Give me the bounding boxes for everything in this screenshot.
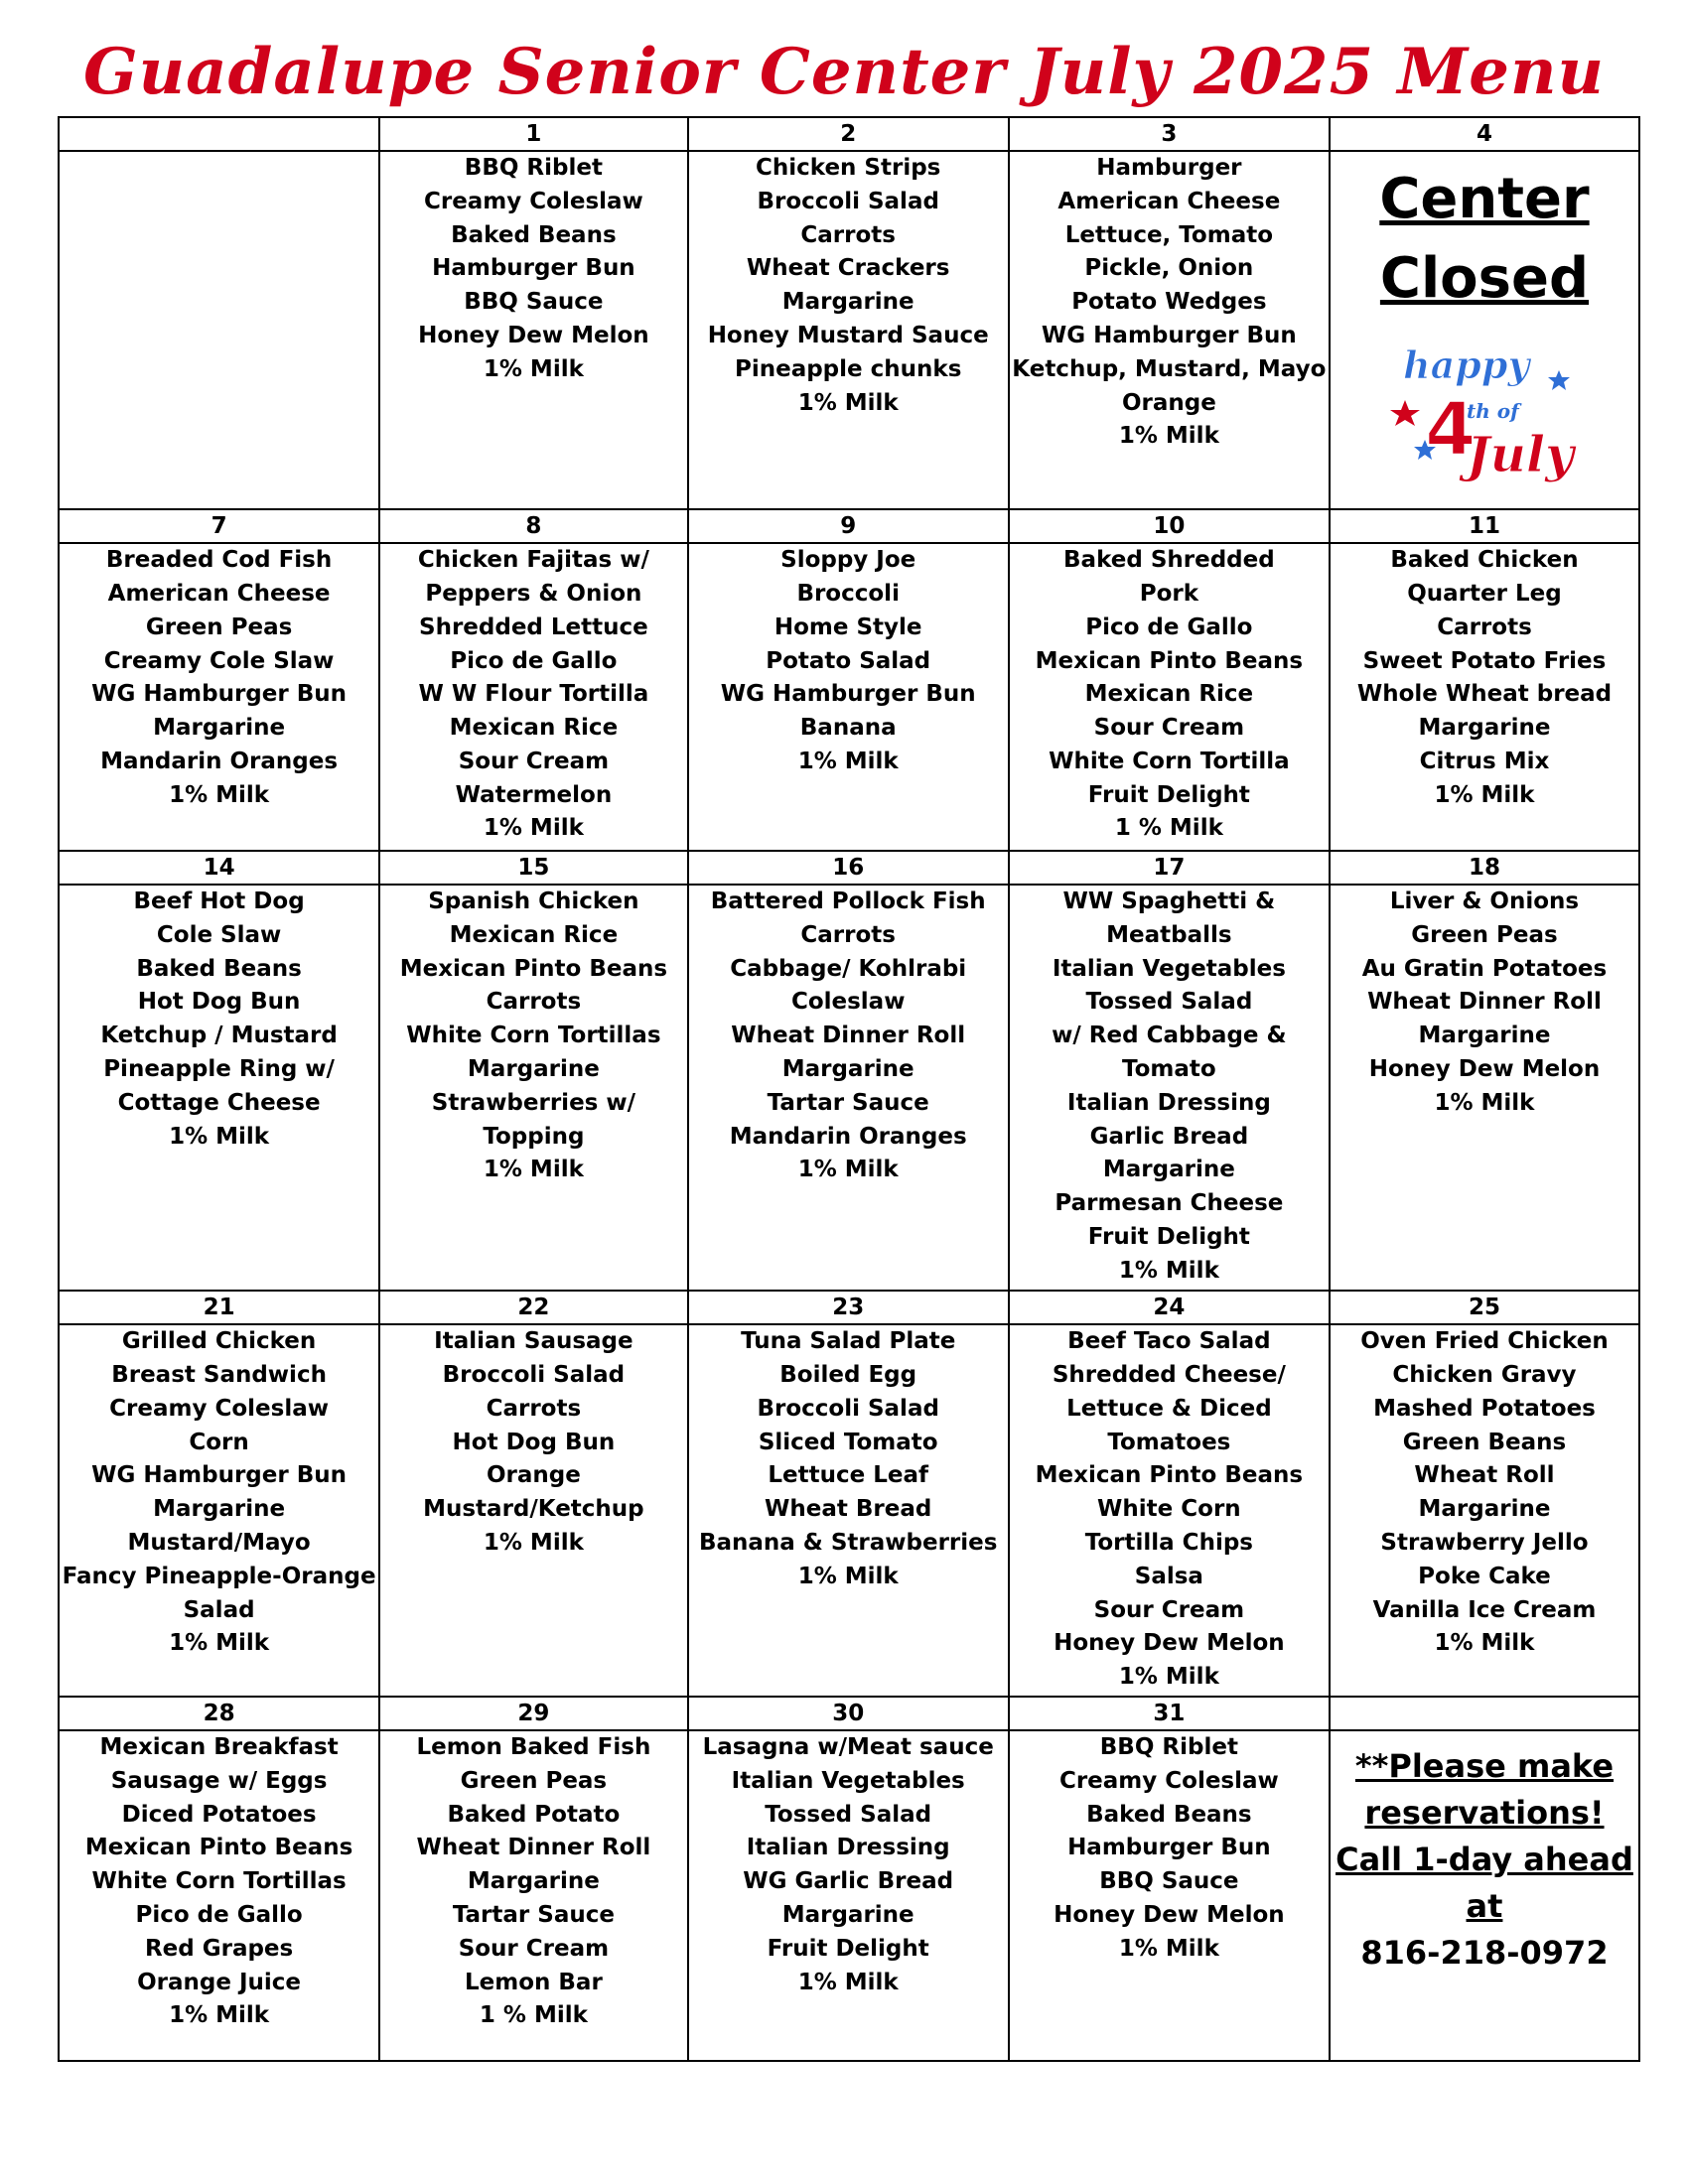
- menu-item: Beef Taco Salad: [1067, 1328, 1271, 1355]
- menu-item: Pico de Gallo: [450, 647, 618, 674]
- day-cell: [1009, 1730, 1330, 2061]
- day-cell: [59, 543, 379, 851]
- menu-item: Carrots: [486, 1395, 582, 1422]
- menu-item: WG Hamburger Bun: [91, 681, 348, 708]
- menu-item: Broccoli Salad: [757, 188, 939, 214]
- menu-item: Sliced Tomato: [758, 1429, 938, 1455]
- menu-item: Lettuce Leaf: [768, 1462, 929, 1489]
- menu-item: Broccoli Salad: [757, 1395, 939, 1422]
- menu-item: Wheat Dinner Roll: [731, 1023, 966, 1049]
- day-number: 3: [1009, 117, 1330, 151]
- menu-item: Tomato: [1122, 1056, 1216, 1082]
- day-cell: [379, 543, 687, 851]
- menu-item: Italian Dressing: [1066, 1089, 1271, 1116]
- menu-item: w/ Red Cabbage &: [1052, 1023, 1287, 1049]
- menu-item: Liver & Onions: [1389, 888, 1580, 915]
- menu-item: Baked Beans: [136, 955, 302, 982]
- day-cell: [1330, 885, 1639, 1291]
- menu-item: Hot Dog Bun: [137, 989, 301, 1016]
- day-number: [59, 117, 379, 151]
- menu-item: Margarine: [467, 1056, 600, 1082]
- menu-item: Broccoli: [796, 580, 900, 607]
- menu-item: Poke Cake: [1418, 1563, 1551, 1589]
- menu-item: Battered Pollock Fish: [710, 888, 986, 915]
- svg-text:happy: happy: [1402, 342, 1530, 388]
- menu-item: Pico de Gallo: [135, 1902, 303, 1928]
- center-closed-line: Closed: [1379, 246, 1590, 312]
- menu-item: 1% Milk: [797, 1969, 899, 1995]
- menu-item: 1 % Milk: [479, 2002, 588, 2029]
- day-cell: [1330, 543, 1639, 851]
- day-cell: [688, 885, 1009, 1291]
- menu-item: Salad: [183, 1596, 255, 1623]
- menu-item: Topping: [483, 1123, 585, 1150]
- center-closed-line: Center: [1379, 167, 1590, 232]
- menu-item: Whole Wheat bread: [1356, 681, 1613, 708]
- menu-row: [59, 885, 1639, 1291]
- svg-text:4: 4: [1424, 387, 1477, 474]
- menu-item: Wheat Roll: [1414, 1462, 1555, 1489]
- reservation-note-cell: [1330, 1730, 1639, 2061]
- menu-item: Pork: [1139, 580, 1199, 607]
- menu-item: Salsa: [1134, 1563, 1203, 1589]
- menu-item: American Cheese: [107, 580, 331, 607]
- menu-item: Watermelon: [455, 781, 613, 808]
- menu-item: Cole Slaw: [156, 921, 282, 948]
- menu-item: Lemon Bar: [464, 1969, 603, 1995]
- menu-item: Margarine: [153, 1496, 286, 1523]
- page-title: Guadalupe Senior Center July 2025 Menu: [82, 35, 1606, 109]
- menu-item: Baked Chicken: [1390, 547, 1579, 574]
- menu-item: Green Peas: [460, 1767, 608, 1794]
- svg-text:July: July: [1466, 425, 1575, 484]
- day-cell: [688, 543, 1009, 851]
- menu-item: Hamburger: [1096, 155, 1242, 182]
- menu-item: Lettuce & Diced: [1066, 1395, 1272, 1422]
- menu-item: 1% Milk: [169, 2002, 270, 2029]
- menu-item: Baked Potato: [447, 1801, 621, 1828]
- menu-item: Parmesan Cheese: [1055, 1190, 1284, 1217]
- menu-item: Creamy Cole Slaw: [103, 647, 335, 674]
- menu-item: WG Hamburger Bun: [1041, 323, 1297, 349]
- day-cell: [59, 151, 379, 509]
- menu-item: 1% Milk: [797, 389, 899, 416]
- menu-item: Garlic Bread: [1089, 1123, 1249, 1150]
- menu-item: 1% Milk: [483, 1529, 584, 1556]
- menu-item: Fruit Delight: [1087, 781, 1250, 808]
- happy-4th-of-july-icon: [1385, 331, 1584, 499]
- menu-item: Pineapple Ring w/: [103, 1056, 335, 1082]
- menu-item: Orange: [486, 1462, 581, 1489]
- menu-item: Tartar Sauce: [767, 1089, 929, 1116]
- menu-item: 1% Milk: [1434, 781, 1535, 808]
- menu-item: Creamy Coleslaw: [423, 188, 643, 214]
- menu-item: 1% Milk: [1434, 1630, 1535, 1657]
- menu-row: [59, 1730, 1639, 2061]
- note-line: at: [1466, 1887, 1503, 1926]
- menu-item: Margarine: [781, 289, 914, 316]
- menu-item: 1% Milk: [1434, 1089, 1535, 1116]
- menu-item: White Corn Tortilla: [1049, 748, 1290, 774]
- day-number: 15: [379, 851, 687, 885]
- menu-item: Chicken Fajitas w/: [417, 547, 649, 574]
- menu-item: Meatballs: [1106, 921, 1232, 948]
- day-number: 2: [688, 117, 1009, 151]
- day-cell: [379, 1730, 687, 2061]
- day-number: 10: [1009, 509, 1330, 543]
- menu-item: Peppers & Onion: [425, 580, 642, 607]
- menu-item: Boiled Egg: [779, 1361, 917, 1388]
- menu-item: Wheat Crackers: [746, 255, 950, 282]
- menu-item: 1% Milk: [797, 1157, 899, 1183]
- menu-item: BBQ Riblet: [1099, 1734, 1238, 1761]
- day-number: 28: [59, 1697, 379, 1730]
- menu-item: Quarter Leg: [1407, 580, 1562, 607]
- menu-item: Coleslaw: [790, 989, 906, 1016]
- menu-item: Tomatoes: [1107, 1429, 1231, 1455]
- menu-item: White Corn Tortillas: [91, 1868, 347, 1895]
- menu-item: Mustard/Mayo: [127, 1529, 311, 1556]
- menu-item: Wheat Bread: [765, 1496, 932, 1523]
- menu-item: White Corn: [1097, 1496, 1241, 1523]
- menu-item: Margarine: [781, 1902, 914, 1928]
- day-number: 11: [1330, 509, 1639, 543]
- menu-item: Cabbage/ Kohlrabi: [730, 955, 967, 982]
- day-number: 23: [688, 1291, 1009, 1324]
- date-row: [59, 1291, 1639, 1324]
- menu-item: Margarine: [781, 1056, 914, 1082]
- menu-item: Fruit Delight: [1087, 1223, 1250, 1250]
- menu-item: Lemon Baked Fish: [416, 1734, 651, 1761]
- menu-item: Mandarin Oranges: [729, 1123, 967, 1150]
- menu-row: [59, 151, 1639, 509]
- day-number: 21: [59, 1291, 379, 1324]
- menu-item: Potato Wedges: [1071, 289, 1267, 316]
- menu-item: Banana & Strawberries: [698, 1529, 998, 1556]
- menu-item: Mashed Potatoes: [1373, 1395, 1596, 1422]
- menu-item: Tartar Sauce: [452, 1902, 615, 1928]
- menu-item: 1% Milk: [1118, 1257, 1219, 1284]
- menu-item: Green Peas: [1411, 921, 1558, 948]
- menu-item: Green Peas: [145, 614, 293, 640]
- menu-item: Honey Dew Melon: [1054, 1902, 1285, 1928]
- menu-item: 1% Milk: [1118, 1664, 1219, 1691]
- menu-item: Margarine: [1418, 715, 1551, 742]
- day-cell: [1009, 1324, 1330, 1697]
- menu-item: 1% Milk: [169, 781, 270, 808]
- menu-item: BBQ Riblet: [464, 155, 603, 182]
- menu-item: Fruit Delight: [767, 1935, 929, 1962]
- day-cell: [688, 1730, 1009, 2061]
- menu-item: WG Hamburger Bun: [720, 681, 976, 708]
- note-line: reservations!: [1364, 1794, 1605, 1833]
- menu-row: [59, 1324, 1639, 1697]
- menu-item: Margarine: [467, 1868, 600, 1895]
- menu-item: Baked Beans: [451, 221, 617, 248]
- menu-item: Wheat Dinner Roll: [1367, 989, 1602, 1016]
- day-number: 31: [1009, 1697, 1330, 1730]
- menu-item: Diced Potatoes: [121, 1801, 317, 1828]
- day-number: 24: [1009, 1291, 1330, 1324]
- menu-item: Honey Dew Melon: [1054, 1630, 1285, 1657]
- day-cell: [59, 1730, 379, 2061]
- day-cell: [59, 1324, 379, 1697]
- menu-row: [59, 543, 1639, 851]
- menu-item: Hot Dog Bun: [452, 1429, 616, 1455]
- day-cell: [1330, 1324, 1639, 1697]
- menu-item: Mexican Pinto Beans: [84, 1835, 353, 1861]
- day-cell: [379, 151, 687, 509]
- menu-item: W W Flour Tortilla: [418, 681, 649, 708]
- menu-item: Au Gratin Potatoes: [1361, 955, 1608, 982]
- menu-item: Breast Sandwich: [111, 1361, 327, 1388]
- menu-item: Ketchup, Mustard, Mayo: [1012, 355, 1327, 382]
- day-number: 8: [379, 509, 687, 543]
- menu-item: Honey Dew Melon: [1368, 1056, 1601, 1082]
- menu-item: Mandarin Oranges: [100, 748, 339, 774]
- menu-item: Strawberries w/: [431, 1089, 636, 1116]
- menu-item: Shredded Lettuce: [419, 614, 648, 640]
- day-number: 9: [688, 509, 1009, 543]
- menu-item: Margarine: [153, 715, 286, 742]
- menu-item: Mexican Rice: [1084, 681, 1254, 708]
- menu-item: 1% Milk: [483, 1157, 584, 1183]
- day-cell: [1009, 885, 1330, 1291]
- menu-item: Oven Fried Chicken: [1360, 1328, 1609, 1355]
- menu-item: Honey Dew Melon: [418, 323, 649, 349]
- menu-item: Margarine: [1102, 1157, 1235, 1183]
- menu-item: WG Hamburger Bun: [91, 1462, 348, 1489]
- day-number: 14: [59, 851, 379, 885]
- menu-item: Potato Salad: [766, 647, 931, 674]
- phone-number: 816-218-0972: [1360, 1934, 1609, 1973]
- day-cell: [1009, 543, 1330, 851]
- menu-item: 1% Milk: [797, 1563, 899, 1589]
- menu-item: Citrus Mix: [1419, 748, 1550, 774]
- day-cell: [379, 885, 687, 1291]
- menu-item: Carrots: [486, 989, 582, 1016]
- menu-item: Sour Cream: [458, 748, 610, 774]
- menu-item: Mustard/Ketchup: [423, 1496, 644, 1523]
- menu-item: Margarine: [1418, 1496, 1551, 1523]
- menu-item: Creamy Coleslaw: [109, 1395, 329, 1422]
- day-number: 25: [1330, 1291, 1639, 1324]
- menu-item: Mexican Pinto Beans: [1035, 1462, 1304, 1489]
- day-cell: [688, 1324, 1009, 1697]
- menu-item: Cottage Cheese: [117, 1089, 321, 1116]
- day-number: [1330, 1697, 1639, 1730]
- date-row: [59, 1697, 1639, 1730]
- reservation-note: [1331, 1743, 1638, 1977]
- menu-item: American Cheese: [1057, 188, 1281, 214]
- menu-item: Mexican Pinto Beans: [399, 955, 668, 982]
- menu-item: Shredded Cheese/: [1052, 1361, 1286, 1388]
- menu-item: Chicken Strips: [756, 155, 941, 182]
- menu-item: Sour Cream: [1093, 1596, 1245, 1623]
- menu-item: Carrots: [800, 221, 896, 248]
- menu-item: Baked Beans: [1086, 1801, 1252, 1828]
- menu-item: Baked Shredded: [1063, 547, 1275, 574]
- menu-item: Italian Vegetables: [731, 1767, 965, 1794]
- menu-item: Tuna Salad Plate: [741, 1328, 956, 1355]
- menu-item: Red Grapes: [144, 1935, 294, 1962]
- menu-item: Pineapple chunks: [734, 355, 962, 382]
- menu-item: BBQ Sauce: [464, 289, 604, 316]
- menu-item: Home Style: [774, 614, 922, 640]
- note-line: **Please make: [1354, 1747, 1615, 1786]
- menu-item: Corn: [189, 1429, 249, 1455]
- day-number: 16: [688, 851, 1009, 885]
- menu-item: BBQ Sauce: [1099, 1868, 1239, 1895]
- menu-item: Breaded Cod Fish: [105, 547, 333, 574]
- menu-item: Hamburger Bun: [432, 255, 635, 282]
- menu-calendar: [58, 116, 1640, 2062]
- menu-item: Sour Cream: [458, 1935, 610, 1962]
- menu-item: Vanilla Ice Cream: [1372, 1596, 1597, 1623]
- menu-item: Banana: [799, 715, 897, 742]
- menu-item: Orange: [1121, 389, 1216, 416]
- menu-item: Chicken Gravy: [1392, 1361, 1577, 1388]
- menu-item: Mexican Breakfast: [99, 1734, 339, 1761]
- date-row: [59, 117, 1639, 151]
- day-number: 22: [379, 1291, 687, 1324]
- menu-item: 1% Milk: [169, 1630, 270, 1657]
- menu-item: Broccoli Salad: [442, 1361, 626, 1388]
- menu-item: Orange Juice: [137, 1969, 302, 1995]
- date-row: [59, 509, 1639, 543]
- menu-item: 1% Milk: [169, 1123, 270, 1150]
- day-cell: [379, 1324, 687, 1697]
- menu-item: Strawberry Jello: [1380, 1529, 1589, 1556]
- menu-item: Tortilla Chips: [1084, 1529, 1253, 1556]
- menu-item: Lettuce, Tomato: [1064, 221, 1274, 248]
- menu-item: Italian Dressing: [746, 1835, 950, 1861]
- center-closed-cell: [1330, 151, 1639, 509]
- date-row: [59, 851, 1639, 885]
- menu-item: Green Beans: [1402, 1429, 1567, 1455]
- menu-item: Grilled Chicken: [121, 1328, 317, 1355]
- menu-item: Sweet Potato Fries: [1362, 647, 1607, 674]
- day-number: 17: [1009, 851, 1330, 885]
- menu-item: 1% Milk: [797, 748, 899, 774]
- menu-item: Sloppy Joe: [780, 547, 916, 574]
- menu-item: WG Garlic Bread: [743, 1868, 954, 1895]
- menu-item: Carrots: [800, 921, 896, 948]
- menu-item: Spanish Chicken: [428, 888, 639, 915]
- menu-item: Italian Vegetables: [1052, 955, 1286, 982]
- menu-item: Beef Hot Dog: [133, 888, 305, 915]
- menu-item: White Corn Tortillas: [406, 1023, 661, 1049]
- menu-item: Wheat Dinner Roll: [416, 1835, 651, 1861]
- menu-item: Pickle, Onion: [1084, 255, 1254, 282]
- menu-item: Italian Sausage: [434, 1328, 633, 1355]
- menu-item: Sausage w/ Eggs: [110, 1767, 328, 1794]
- menu-item: Mexican Pinto Beans: [1035, 647, 1304, 674]
- menu-item: Tossed Salad: [765, 1801, 932, 1828]
- menu-item: Tossed Salad: [1085, 989, 1253, 1016]
- menu-item: Lasagna w/Meat sauce: [702, 1734, 994, 1761]
- menu-item: Ketchup / Mustard: [100, 1023, 338, 1049]
- svg-text:th of: th of: [1466, 399, 1519, 424]
- day-number: 30: [688, 1697, 1009, 1730]
- day-number: 29: [379, 1697, 687, 1730]
- menu-item: 1% Milk: [483, 815, 584, 842]
- menu-item: Pico de Gallo: [1085, 614, 1253, 640]
- menu-item: 1 % Milk: [1114, 815, 1223, 842]
- menu-item: Margarine: [1418, 1023, 1551, 1049]
- menu-item: Fancy Pineapple-Orange: [62, 1563, 376, 1589]
- day-cell: [59, 885, 379, 1291]
- day-number: 4: [1330, 117, 1639, 151]
- menu-item: WW Spaghetti &: [1062, 888, 1276, 915]
- menu-item: 1% Milk: [1118, 423, 1219, 450]
- menu-item: Mexican Rice: [449, 715, 619, 742]
- day-number: 1: [379, 117, 687, 151]
- menu-item: Hamburger Bun: [1067, 1835, 1271, 1861]
- menu-item: Carrots: [1437, 614, 1532, 640]
- menu-item: Honey Mustard Sauce: [707, 323, 989, 349]
- menu-item: Mexican Rice: [449, 921, 619, 948]
- menu-item: 1% Milk: [483, 355, 584, 382]
- menu-item: 1% Milk: [1118, 1935, 1219, 1962]
- day-number: 18: [1330, 851, 1639, 885]
- day-cell: [688, 151, 1009, 509]
- menu-item: Sour Cream: [1093, 715, 1245, 742]
- menu-item: Creamy Coleslaw: [1058, 1767, 1279, 1794]
- day-number: 7: [59, 509, 379, 543]
- note-line: Call 1-day ahead: [1336, 1841, 1633, 1879]
- day-cell: [1009, 151, 1330, 509]
